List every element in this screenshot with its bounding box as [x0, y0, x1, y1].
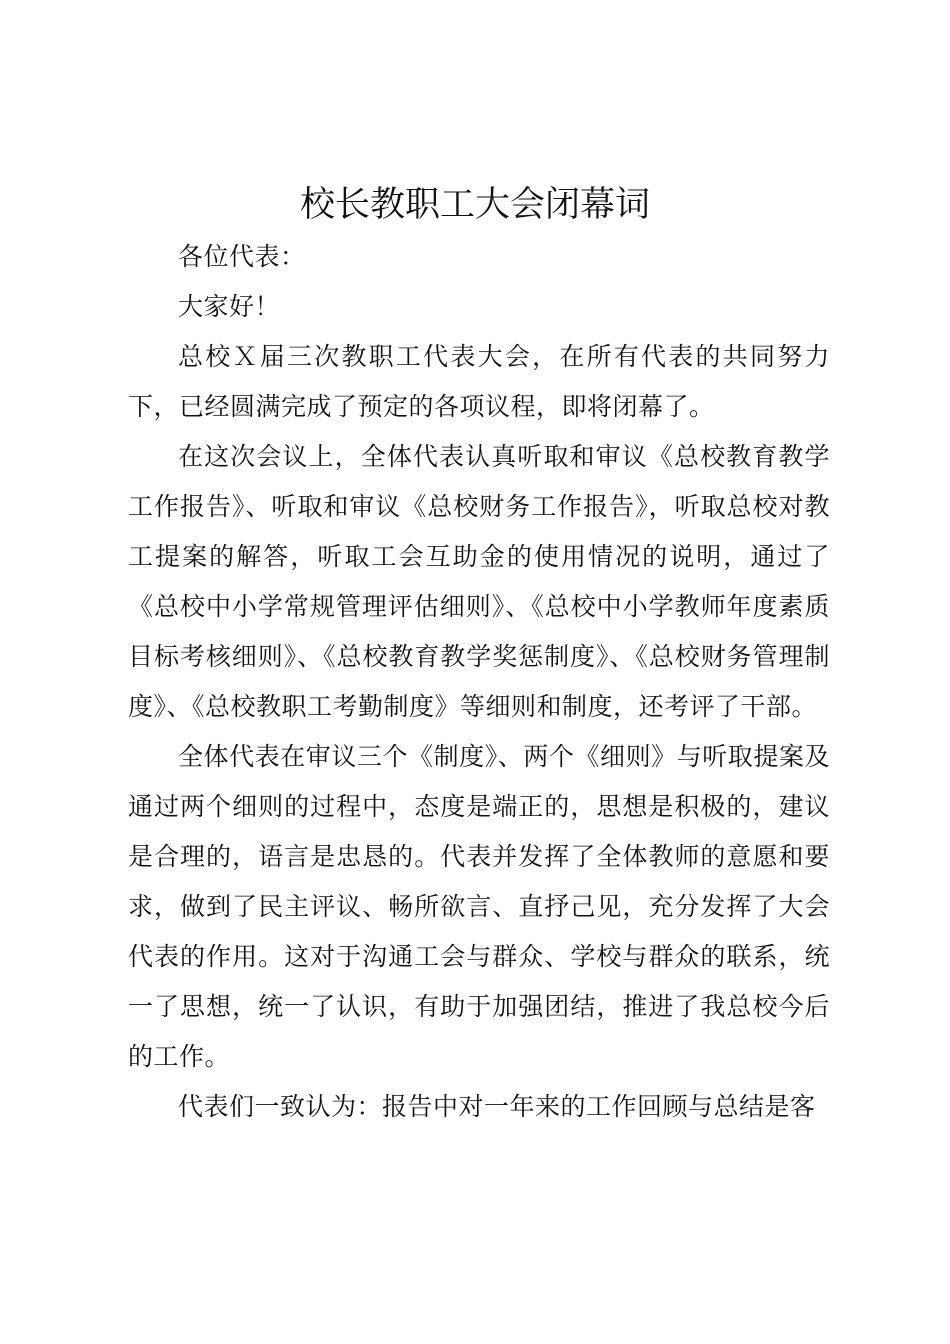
document-body — [128, 232, 830, 1132]
paragraph-review: 全体代表在审议三个《制度》、两个《细则》与听取提案及通过两个细则的过程中，态度是端正的，思想是积极的，建议是合理的，语言是忠恳的。代表并发挥了全体教师的意愿和要求，做到了民主评议、畅所欲言、直抒己见，充分发挥了大会代表的作用。这对于沟通工会与群众、学校与群众的联系，统一了思想，统一了认识，有助于加强团结，推进了我总校今后的工作。 — [128, 742, 830, 1071]
document-title: 校长教职工大会闭幕词 — [299, 185, 650, 225]
paragraph-agenda: 在这次会议上，全体代表认真听取和审议《总校教育教学工作报告》、听取和审议《总校财务工作报告》，听取总校对教工提案的解答，听取工会互助金的使用情况的说明，通过了《总校中小学常规管理评估细则》、《总校中小学教师年度素质目标考核细则》、《总校教育教学奖惩制度》、《总校财务管理制度》、《总校教职工考勤制度》等细则和制度，还考评了干部。 — [128, 442, 830, 721]
paragraph-opening: 总校Ｘ届三次教职工代表大会，在所有代表的共同努力下，已经圆满完成了预定的各项议程，即将闭幕了。 — [128, 342, 830, 421]
paragraph-consensus: 代表们一致认为：报告中对一年来的工作回顾与总结是客 — [178, 1092, 816, 1121]
paragraph-greeting: 大家好！ — [178, 292, 281, 321]
paragraph-salutation: 各位代表： — [178, 242, 306, 271]
